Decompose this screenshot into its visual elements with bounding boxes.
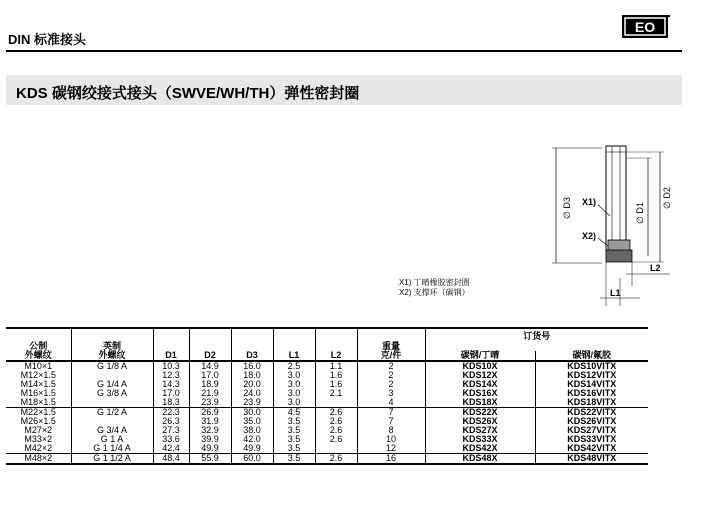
cell-l2: 2.6	[315, 417, 357, 426]
section-bar	[6, 75, 682, 105]
cell-weight: 16	[357, 454, 425, 465]
cell-d1: 14.3	[153, 380, 189, 389]
cell-imperial: G 1 1/2 A	[71, 454, 153, 465]
cell-d1: 18.3	[153, 398, 189, 408]
cell-d1: 26.3	[153, 417, 189, 426]
cell-nbr: KDS16X	[425, 389, 535, 398]
cell-metric: M27×2	[6, 426, 71, 435]
cell-d3: 49.9	[231, 444, 273, 454]
cell-metric: M22×1.5	[6, 408, 71, 418]
eo-logo	[621, 13, 671, 40]
cell-vitx: KDS33VITX	[567, 434, 617, 444]
cell-imperial: G 1/2 A	[71, 408, 153, 418]
cell-imperial: G 3/8 A	[71, 389, 153, 398]
cell-metric: M14×1.5	[6, 380, 71, 389]
cell-d2: 21.9	[189, 389, 231, 398]
cell-d1: 12.3	[153, 371, 189, 380]
col-d3: D3	[231, 328, 273, 361]
cell-imperial: G 1 1/4 A	[71, 444, 153, 454]
legend-x1: X1) 丁晴橡胶密封圈	[399, 278, 470, 287]
cell-l1: 3.5	[273, 444, 315, 454]
cell-l1: 3.5	[273, 454, 315, 465]
label-x1: X1)	[582, 197, 597, 207]
cell-l2: 2.6	[315, 426, 357, 435]
cell-metric: M12×1.5	[6, 371, 71, 380]
col-order: 订货号	[425, 328, 648, 343]
cell-d3: 35.0	[231, 417, 273, 426]
spec-table	[6, 327, 648, 465]
cell-d2: 26.9	[189, 408, 231, 418]
label-l1: L1	[610, 288, 621, 298]
label-d2: ∅ D2	[662, 187, 672, 209]
cell-weight: 2	[357, 371, 425, 380]
cell-metric: M10×1	[6, 361, 71, 371]
cell-d2: 14.9	[189, 361, 231, 371]
cell-d1: 22.3	[153, 408, 189, 418]
table-row	[6, 389, 648, 398]
cell-l1: 3.0	[273, 398, 315, 408]
cell-l2: 2.1	[315, 389, 357, 398]
cell-vitx: KDS18VITX	[567, 397, 617, 407]
cell-weight: 8	[357, 426, 425, 435]
cell-vitx: KDS14VITX	[567, 379, 617, 389]
cell-imperial: G 1/4 A	[71, 380, 153, 389]
cell-vitx: KDS10VITX	[535, 361, 648, 371]
cell-vitx: KDS42VITX	[567, 443, 617, 453]
cell-d3: 16.0	[231, 361, 273, 371]
cell-l1: 3.0	[273, 380, 315, 389]
cell-weight: 10	[357, 435, 425, 444]
fitting-drawing	[540, 138, 690, 313]
section-title: KDS 碳钢绞接式接头（SWVE/WH/TH）弹性密封圈	[16, 85, 360, 102]
cell-l1: 3.5	[273, 426, 315, 435]
cell-metric: M33×2	[6, 435, 71, 444]
cell-l1: 3.5	[273, 417, 315, 426]
cell-d3: 24.0	[231, 389, 273, 398]
cell-weight: 7	[357, 408, 425, 418]
label-d1: ∅ D1	[635, 202, 645, 224]
cell-d3: 18.0	[231, 371, 273, 380]
cell-vitx: KDS26VITX	[567, 416, 617, 426]
drawing-legend	[399, 278, 470, 298]
cell-d1: 42.4	[153, 444, 189, 454]
cell-d2: 31.9	[189, 417, 231, 426]
cell-nbr: KDS14X	[425, 380, 535, 389]
cell-d2: 17.0	[189, 371, 231, 380]
cell-imperial: G 3/4 A	[71, 426, 153, 435]
cell-l1: 4.5	[273, 408, 315, 418]
cell-metric: M16×1.5	[6, 389, 71, 398]
col-imperial: 英制 外螺纹	[71, 328, 153, 361]
legend-x2: X2) 支撑环（碳钢）	[399, 288, 470, 297]
cell-nbr: KDS27X	[425, 426, 535, 435]
cell-d3: 20.0	[231, 380, 273, 389]
col-order-nbr: 碳钢/丁晴	[425, 351, 535, 361]
cell-d2: 39.9	[189, 435, 231, 444]
cell-nbr: KDS48X	[425, 454, 535, 465]
cell-l2: 1.6	[315, 371, 357, 380]
col-order-vitx: 碳钢/氟胶	[572, 350, 611, 360]
cell-nbr: KDS12X	[425, 371, 535, 380]
label-x2: X2)	[582, 231, 597, 241]
table-row	[6, 408, 648, 418]
cell-nbr: KDS42X	[425, 444, 535, 454]
cell-l1: 2.5	[273, 361, 315, 371]
table-row	[6, 454, 648, 465]
cell-d2: 32.9	[189, 426, 231, 435]
cell-vitx: KDS12VITX	[567, 370, 617, 380]
col-l1: L1	[273, 328, 315, 361]
cell-weight: 4	[357, 398, 425, 408]
cell-metric: M18×1.5	[6, 398, 71, 408]
cell-d1: 10.3	[153, 361, 189, 371]
cell-d2: 23.9	[189, 398, 231, 408]
cell-d3: 38.0	[231, 426, 273, 435]
cell-d1: 27.3	[153, 426, 189, 435]
cell-weight: 2	[357, 361, 425, 371]
cell-nbr: KDS33X	[425, 435, 535, 444]
cell-imperial: G 1/8 A	[71, 361, 153, 371]
cell-vitx: KDS48VITX	[535, 454, 648, 465]
logo-text: EO	[634, 19, 656, 35]
cell-l1: 3.5	[273, 435, 315, 444]
cell-d3: 30.0	[231, 408, 273, 418]
col-d2: D2	[189, 328, 231, 361]
label-l2: L2	[650, 263, 661, 273]
cell-vitx: KDS22VITX	[535, 408, 648, 418]
cell-weight: 12	[357, 444, 425, 454]
cell-vitx: KDS27VITX	[567, 425, 617, 435]
cell-metric: M42×2	[6, 444, 71, 454]
cell-imperial: G 1 A	[71, 435, 153, 444]
cell-l2: 2.6	[315, 435, 357, 444]
cell-d1: 48.4	[153, 454, 189, 465]
cell-d1: 33.6	[153, 435, 189, 444]
cell-l2: 2.6	[315, 454, 357, 465]
cell-d2: 49.9	[189, 444, 231, 454]
cell-vitx: KDS16VITX	[567, 388, 617, 398]
cell-l1: 3.0	[273, 389, 315, 398]
cell-d1: 17.0	[153, 389, 189, 398]
cell-l2: 1.1	[315, 361, 357, 371]
label-d3: ∅ D3	[562, 197, 572, 219]
cell-nbr: KDS22X	[425, 408, 535, 418]
cell-l2: 1.6	[315, 380, 357, 389]
cell-weight: 3	[357, 389, 425, 398]
table-row	[6, 361, 648, 371]
cell-nbr: KDS26X	[425, 417, 535, 426]
cell-d2: 18.9	[189, 380, 231, 389]
header-title: DIN 标准接头	[8, 32, 87, 47]
cell-nbr: KDS18X	[425, 398, 535, 408]
col-d1: D1	[153, 328, 189, 361]
cell-d3: 42.0	[231, 435, 273, 444]
cell-d3: 23.9	[231, 398, 273, 408]
cell-l2: 2.6	[315, 408, 357, 418]
col-l2: L2	[315, 328, 357, 361]
cell-metric: M48×2	[6, 454, 71, 465]
col-metric: 公制 外螺纹	[6, 328, 71, 361]
cell-nbr: KDS10X	[425, 361, 535, 371]
cell-metric: M26×1.5	[6, 417, 71, 426]
cell-l1: 3.0	[273, 371, 315, 380]
cell-weight: 7	[357, 417, 425, 426]
cell-d3: 60.0	[231, 454, 273, 465]
header-rule	[6, 50, 682, 52]
cell-d2: 55.9	[189, 454, 231, 465]
col-weight: 重量 克/件	[357, 328, 425, 361]
cell-weight: 2	[357, 380, 425, 389]
